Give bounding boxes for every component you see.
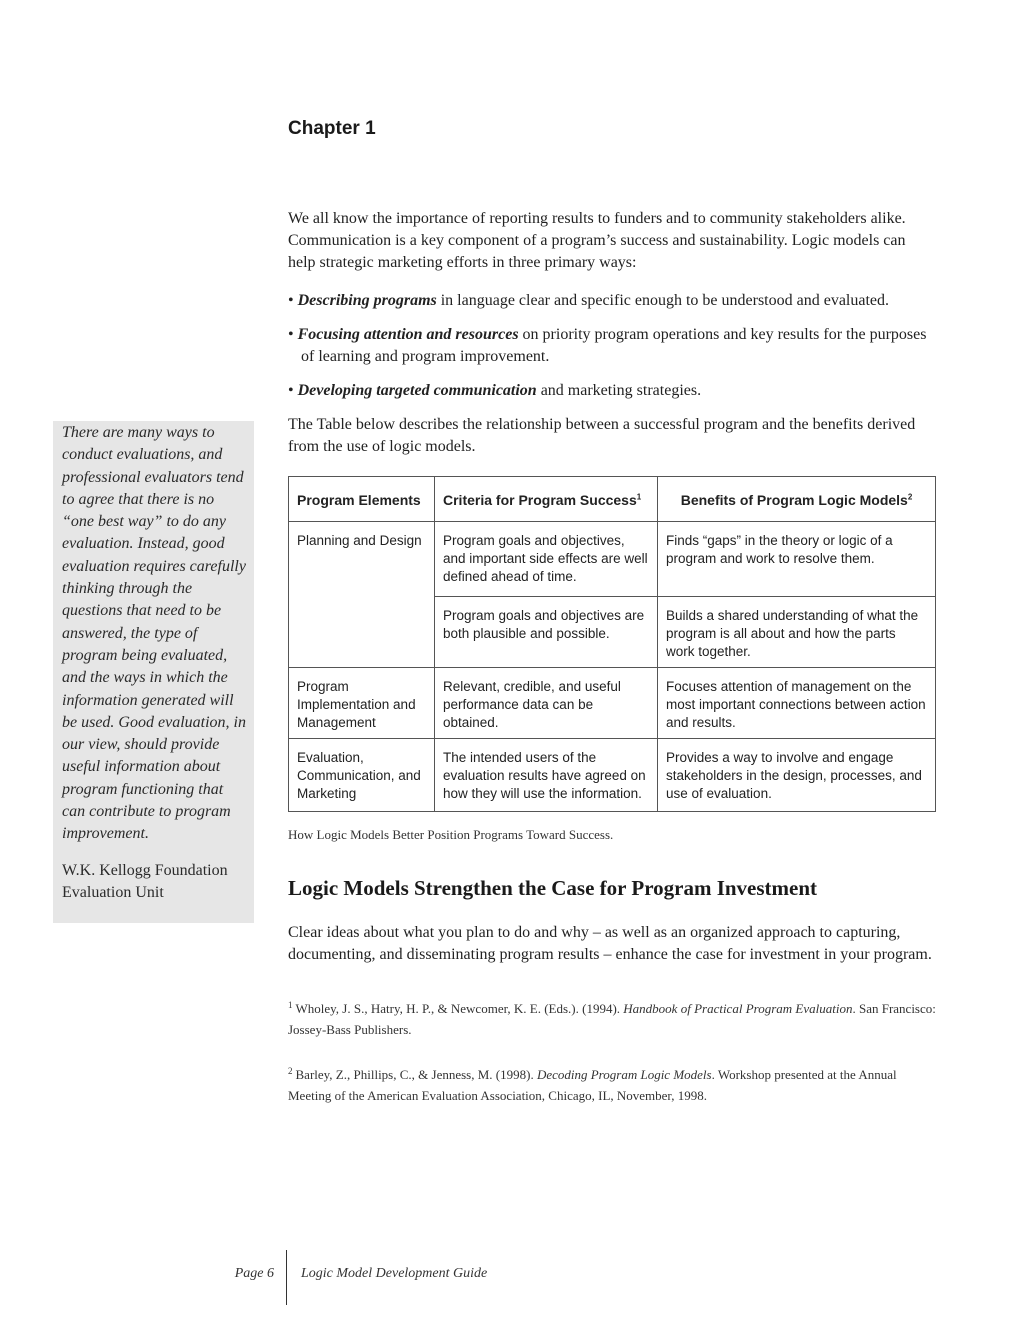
header-criteria bbox=[435, 477, 658, 522]
bullet-text: and marketing strategies. bbox=[536, 382, 702, 399]
main-column bbox=[288, 208, 936, 1106]
footnote bbox=[288, 1064, 936, 1106]
sidebar-quote-box bbox=[53, 421, 254, 923]
program-criteria-table bbox=[288, 476, 936, 812]
bullet-text: on priority program operations and key results for the purposes of learning and program improvement. bbox=[301, 326, 927, 365]
footnote bbox=[288, 998, 936, 1040]
cell-element: Evaluation, Communication, and Marketing bbox=[289, 739, 435, 812]
footnote-ref: 2 bbox=[907, 492, 913, 502]
intro-paragraph: We all know the importance of reporting results to funders and to community stakeholders alike. Communication is a key component of a program’s success and sustainability. Logic models can help strategic marketing efforts in three primary ways: bbox=[288, 210, 906, 271]
cell-benefit: Builds a shared understanding of what the program is all about and how the parts work together. bbox=[658, 597, 936, 668]
header-label: Criteria for Program Success bbox=[443, 492, 637, 508]
cell-element: Program Implementation and Management bbox=[289, 668, 435, 739]
bullet-lead: Describing programs bbox=[297, 292, 437, 309]
table-header-row bbox=[289, 477, 936, 522]
bullet-list bbox=[288, 290, 936, 402]
footnote-ref: 1 bbox=[636, 492, 642, 502]
section-body: Clear ideas about what you plan to do and why – as well as an organized approach to capturing, documenting, and disseminating program results – enhance the case for investment in your program. bbox=[288, 924, 932, 963]
footnote-title: Decoding Program Logic Models bbox=[536, 1067, 712, 1082]
footnote-mark: 2 bbox=[288, 1065, 293, 1076]
attribution-line: W.K. Kellogg Foundation bbox=[62, 861, 228, 879]
header-label: Benefits of Program Logic Models bbox=[680, 492, 908, 508]
cell-criteria: Relevant, credible, and useful performance data can be obtained. bbox=[435, 668, 658, 739]
bullet-lead: Developing targeted communication bbox=[297, 382, 537, 399]
attribution-line: Evaluation Unit bbox=[62, 883, 164, 901]
cell-element: Planning and Design bbox=[289, 522, 435, 668]
chapter-title: Chapter 1 bbox=[288, 118, 376, 139]
header-program-elements bbox=[289, 477, 435, 522]
footnote-text: Wholey, J. S., Hatry, H. P., & Newcomer, K. E. (Eds.). (1994). bbox=[295, 1001, 624, 1016]
header-benefits bbox=[658, 477, 936, 522]
bullet-lead: Focusing attention and resources bbox=[297, 326, 519, 343]
bullet-text: in language clear and specific enough to be understood and evaluated. bbox=[436, 292, 890, 309]
table-caption: How Logic Models Better Position Programs Toward Success. bbox=[288, 827, 614, 842]
footer-divider bbox=[286, 1250, 287, 1305]
footnote-text: . San Francisco: Jossey-Bass Publishers. bbox=[288, 1001, 936, 1037]
table-row bbox=[289, 668, 936, 739]
page-number: Page 6 bbox=[234, 1266, 274, 1281]
page-footer bbox=[0, 1250, 1024, 1305]
table-row bbox=[289, 522, 936, 597]
sidebar-quote: There are many ways to conduct evaluations, and professional evaluators tend to agree that there is no “one best way” to do any evaluation. Instead, good evaluation requires carefully thinking through the questions that need to be answered, the type of program being evaluated, and the ways in which the information generated will be used. Good evaluation, in our view, should provide useful information about program functioning that can contribute to program improvement. bbox=[62, 424, 246, 843]
header-label: Program Elements bbox=[297, 492, 421, 508]
footnote-text: Barley, Z., Phillips, C., & Jenness, M. (1998). bbox=[295, 1067, 537, 1082]
bullet-item: • Focusing attention and resources on priority program operations and key results for the purposes of learning and program improvement. bbox=[288, 326, 927, 365]
cell-benefit: Focuses attention of management on the most important connections between action and results. bbox=[658, 668, 936, 739]
footnote-title: Handbook of Practical Program Evaluation bbox=[623, 1001, 853, 1016]
sidebar-attribution bbox=[62, 860, 246, 904]
table-row bbox=[289, 739, 936, 812]
cell-criteria: Program goals and objectives, and important side effects are well defined ahead of time. bbox=[435, 522, 658, 597]
cell-criteria: The intended users of the evaluation results have agreed on how they will use the information. bbox=[435, 739, 658, 812]
bullet-item: • Describing programs in language clear and specific enough to be understood and evaluated. bbox=[288, 292, 890, 309]
cell-criteria: Program goals and objectives are both plausible and possible. bbox=[435, 597, 658, 668]
cell-benefit: Provides a way to involve and engage stakeholders in the design, processes, and use of evaluation. bbox=[658, 739, 936, 812]
section-heading: Logic Models Strengthen the Case for Program Investment bbox=[288, 876, 818, 900]
footnote-text: . Workshop presented at the Annual Meeting of the American Evaluation Association, Chicago, IL, November, 1998. bbox=[288, 1067, 897, 1103]
cell-benefit: Finds “gaps” in the theory or logic of a program and work to resolve them. bbox=[658, 522, 936, 597]
footer-guide-title: Logic Model Development Guide bbox=[301, 1266, 488, 1281]
table-intro: The Table below describes the relationship between a successful program and the benefits derived from the use of logic models. bbox=[288, 416, 916, 455]
footnote-mark: 1 bbox=[288, 999, 293, 1010]
bullet-item: • Developing targeted communication and marketing strategies. bbox=[288, 382, 702, 399]
